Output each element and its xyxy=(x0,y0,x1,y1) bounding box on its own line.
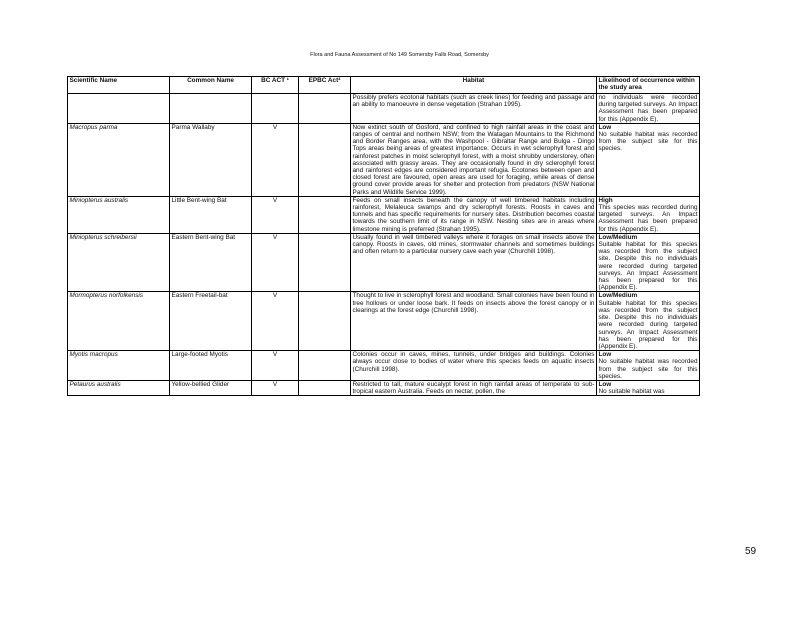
page-header: Flora and Fauna Assessment of No 149 Somersby Falls Road, Somersby xyxy=(310,52,489,58)
epbc-act-cell xyxy=(299,380,351,395)
scientific-name-cell: Petaurus australis xyxy=(68,380,170,395)
column-header-scientific: Scientific Name xyxy=(68,77,170,94)
likelihood-level: Low/Medium xyxy=(598,233,638,241)
likelihood-text: no individuals were recorded during targeted surveys. An Impact Assessment has been prepared for this (Appendix E). xyxy=(598,94,698,123)
species-table xyxy=(67,76,700,396)
habitat-cell: Colonies occur in caves, mines, tunnels, under bridges and buildings. Colonies always occur close to bodies of water where this species feeds on aquatic insects (Churchill 1998). xyxy=(351,351,597,381)
bc-act-cell: V xyxy=(252,196,299,233)
likelihood-text: Suitable habitat for this species was recorded from the subject site. Despite this no individuals were recorded during targeted surveys. An Impact Assessment has been prepared for this (Appendix E). xyxy=(598,241,698,292)
epbc-act-cell xyxy=(299,94,351,124)
epbc-act-cell xyxy=(299,123,351,196)
column-header-likelihood: Likelihood of occurrence within the study area xyxy=(597,77,700,94)
likelihood-cell xyxy=(597,94,700,124)
scientific-name-cell: Miniopterus australis xyxy=(68,196,170,233)
bc-act-cell: V xyxy=(252,292,299,351)
likelihood-text: No suitable habitat was recorded from the subject site for this species. xyxy=(598,358,698,380)
habitat-cell: Usually found in well timbered valleys where it forages on small insects above the canopy. Roosts in caves, old mines, stormwater channels and sometimes buildings and often return to a particular nursery cave each year (Churchill 1998). xyxy=(351,233,597,292)
table-header-row xyxy=(68,77,700,94)
scientific-name-cell: Mormopterus norfolkensis xyxy=(68,292,170,351)
common-name-cell: Eastern Bent-wing Bat xyxy=(170,233,252,292)
common-name-cell: Eastern Freetail-bat xyxy=(170,292,252,351)
likelihood-level: High xyxy=(598,196,613,204)
common-name-cell: Little Bent-wing Bat xyxy=(170,196,252,233)
likelihood-text: This species was recorded during targeted surveys. An Impact Assessment has been prepared for this (Appendix E). xyxy=(598,204,698,233)
scientific-name-cell xyxy=(68,94,170,124)
bc-act-cell: V xyxy=(252,380,299,395)
common-name-cell: Large-footed Myotis xyxy=(170,351,252,381)
habitat-cell: Restricted to tall, mature eucalypt forest in high rainfall areas of temperate to sub-tropical eastern Australia. Feeds on nectar, pollen, the xyxy=(352,380,595,396)
bc-act-cell: V xyxy=(252,351,299,381)
common-name-cell: Yellow-bellied Glider xyxy=(170,380,252,395)
likelihood-text: Suitable habitat for this species was recorded from the subject site. Despite this no individuals were recorded during targeted surveys. An Impact Assessment has been prepared for this (Appendix E). xyxy=(598,299,698,350)
page-number: 59 xyxy=(745,546,757,557)
column-header-bc-act: BC ACT ¹ xyxy=(252,77,299,94)
likelihood-level: Low xyxy=(598,123,612,131)
habitat-cell: Now extinct south of Gosford, and confined to high rainfall areas in the coast and ranges of central and northern NSW; from the Watagan Mountains to the Richmond and Border Ranges area, with the Washpool - Gibraltar Range and Bulga - Dingo Tops areas being areas of greatest importance. Occurs in wet sclerophyll forest and rainforest patches in moist sclerophyll forest, with a moist shrubby understorey, often associated with grassy areas. They are occasionally found in dry sclerophyll forest and rainforest edges are considered important refugia. Ecotones between open and closed forest are favoured, open areas are used for foraging, while areas of dense ground cover provide areas for shelter and protection from predators (NSW National Parks and Wildlife Service 1999). xyxy=(352,123,595,196)
common-name-cell: Parma Wallaby xyxy=(170,123,252,196)
likelihood-cell xyxy=(597,123,700,196)
table-row xyxy=(68,292,700,351)
column-header-habitat: Habitat xyxy=(351,77,597,94)
likelihood-cell xyxy=(597,351,700,381)
epbc-act-cell xyxy=(299,351,351,381)
likelihood-level: Low xyxy=(598,351,612,359)
likelihood-cell xyxy=(597,196,700,233)
table-row xyxy=(68,123,700,196)
likelihood-text: No suitable habitat was xyxy=(598,388,665,396)
epbc-act-cell xyxy=(299,196,351,233)
table-row xyxy=(68,94,700,124)
likelihood-cell xyxy=(597,292,700,351)
table-row xyxy=(68,233,700,292)
table-row xyxy=(68,380,700,395)
likelihood-cell xyxy=(597,380,700,395)
bc-act-cell: V xyxy=(252,123,299,196)
column-header-common: Common Name xyxy=(170,77,252,94)
habitat-cell: Possibly prefers ecotonal habitats (such as creek lines) for feeding and passage and an ability to manoeuvre in dense vegetation (Strahan 1995). xyxy=(351,94,597,124)
habitat-cell: Feeds on small insects beneath the canopy of well timbered habitats including rainforest, Melaleuca swamps and dry sclerophyll forests. Roosts in caves and tunnels and has specific requirements for nursery sites. Distribution becomes coastal towards the southern limit of its range in NSW. Nesting sites are in areas where limestone mining is preferred (Strahan 1995). xyxy=(352,196,595,233)
epbc-act-cell xyxy=(299,233,351,292)
column-header-epbc-act: EPBC Act² xyxy=(299,77,351,94)
common-name-cell xyxy=(170,94,252,124)
scientific-name-cell: Miniopterus schreibersii xyxy=(68,233,170,292)
likelihood-level: Low/Medium xyxy=(598,292,638,300)
scientific-name-cell: Myotis macropus xyxy=(68,351,170,381)
likelihood-level: Low xyxy=(598,380,612,388)
table-row xyxy=(68,196,700,233)
bc-act-cell xyxy=(252,94,299,124)
likelihood-text: No suitable habitat was recorded from the subject site for this species. xyxy=(598,131,698,153)
habitat-cell: Thought to live in sclerophyll forest and woodland. Small colonies have been found in tree hollows or under loose bark. It feeds on insects above the forest canopy or in clearings at the forest edge (Churchill 1998). xyxy=(351,292,597,351)
likelihood-cell xyxy=(597,233,700,292)
table-row xyxy=(68,351,700,381)
scientific-name-cell: Macropus parma xyxy=(68,123,170,196)
bc-act-cell: V xyxy=(252,233,299,292)
epbc-act-cell xyxy=(299,292,351,351)
